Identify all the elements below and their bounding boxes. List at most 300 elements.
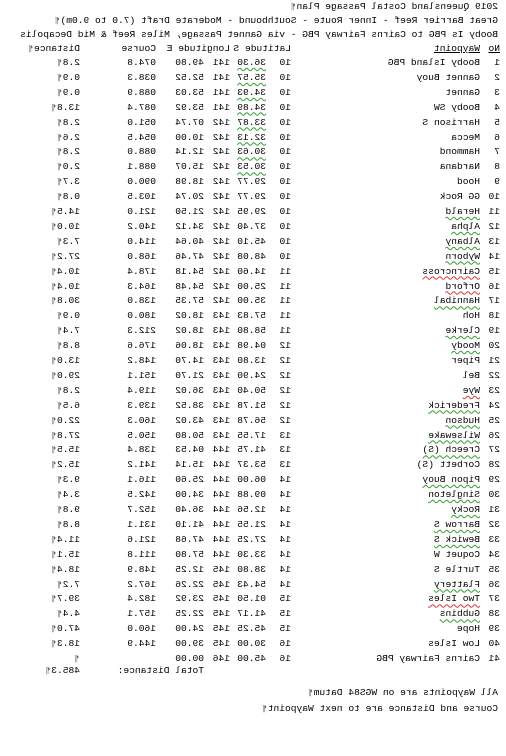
latitude-degrees: 14 [279,474,291,486]
document-title-text: 2019 Queensland Costal Passage Plan [296,1,498,12]
waypoint-number: 39 [488,623,500,635]
latitude-degrees: 12 [279,384,291,396]
table-row [0,205,506,219]
longitude-minutes: 54.18 [175,265,204,277]
latitude-degrees: 15 [279,593,291,605]
longitude-minutes: 36.40 [175,504,204,515]
pilcrow-mark: ¶ [51,371,56,381]
pilcrow-mark: ¶ [56,148,62,158]
distance-value: 14.5 [56,206,80,217]
distance-cell [57,324,80,339]
table-row [0,116,506,130]
latitude-minutes: 25.00 [237,280,266,292]
pilcrow-mark: ¶ [56,342,62,352]
longitude-minutes: 10.00 [175,131,204,143]
longitude-minutes: 18.06 [175,340,204,352]
table-row [0,429,506,443]
waypoint-name: Gannet Buoy [416,71,480,83]
latitude-minutes: 27.25 [237,533,266,545]
document-subtitle [55,14,498,28]
distance-cell [51,414,80,429]
longitude-degrees: 142 [212,235,230,247]
route-description-text: Booby Is PBG to Cairns Fairway PBG - via Gannet Passage, Miles Reef & Mid Decapolis [20,29,498,40]
waypoint-number: 8 [494,161,500,173]
distance-cell [51,637,80,652]
waypoint-number: 30 [488,489,500,501]
distance-value: 30.8 [56,295,80,307]
waypoint-name: Albany [445,235,480,247]
distance-cell [57,56,80,71]
table-row [0,280,506,294]
course-value: 131.1 [127,518,156,530]
pilcrow-mark: ¶ [56,386,62,396]
table-row [0,637,506,651]
waypoint-name: Rocky [451,504,480,515]
pilcrow-mark: ¶ [56,88,62,98]
waypoint-name: Pipon Buoy [422,474,480,486]
distance-value: 9.3 [62,474,80,486]
latitude-degrees: 14 [279,578,291,590]
pilcrow-mark: ¶ [56,520,62,530]
distance-cell [57,518,80,533]
pilcrow-mark: ¶ [56,580,62,590]
distance-cell [51,101,80,116]
latitude-minutes: 34.93 [237,86,266,98]
course-value: 054.5 [127,131,156,143]
waypoint-name: Cairncross [422,265,480,277]
table-row [0,250,506,264]
latitude-minutes: 33.87 [237,116,266,128]
table-row [0,56,506,70]
longitude-degrees: 142 [212,265,230,277]
pilcrow-mark: ¶ [51,535,56,545]
longitude-degrees: 143 [212,325,230,337]
waypoint-name: Two Isles [428,593,480,605]
longitude-minutes: 49.80 [175,57,204,68]
waypoint-number: 6 [494,131,500,143]
document-title [291,0,498,14]
pilcrow-mark: ¶ [56,491,62,501]
longitude-degrees: 145 [212,578,230,590]
longitude-minutes: 21.50 [175,206,204,217]
pilcrow-mark: ¶ [51,267,56,277]
table-row [0,71,506,85]
distance-cell [57,160,80,175]
distance-value: 9.8 [62,504,80,515]
waypoint-number: 25 [488,414,500,426]
longitude-minutes: 18.02 [175,310,204,322]
longitude-minutes: 14.70 [175,355,204,366]
pilcrow-mark: ¶ [290,3,296,12]
waypoint-number: 26 [488,429,500,441]
table-row [0,548,506,562]
latitude-degrees: 15 [279,623,291,635]
longitude-degrees: 144 [212,518,230,530]
distance-cell [57,473,80,488]
latitude-minutes: 12.56 [237,504,266,515]
pilcrow-mark: ¶ [51,103,56,113]
waypoint-number: 5 [494,116,500,128]
pilcrow-mark: ¶ [28,45,33,54]
latitude-minutes: 58.80 [237,325,266,337]
latitude-degrees: 10 [279,57,291,68]
distance-value: 2.8 [62,116,80,128]
longitude-minutes: 04.53 [175,444,204,456]
table-row [0,145,506,159]
waypoint-name: Wye [462,384,480,396]
longitude-minutes: 47.46 [175,250,204,262]
latitude-degrees: 10 [279,191,291,203]
waypoint-number: 24 [488,399,500,411]
longitude-minutes: 36.02 [175,384,204,396]
course-value: 088.1 [127,161,156,173]
table-row [0,369,506,383]
longitude-degrees: 144 [212,548,230,560]
course-value: 114.0 [127,235,156,247]
table-row [0,488,506,502]
course-value: 142.5 [127,489,156,501]
document-subtitle-text: Great Barrier Reef - Inner Route - Southbound - Moderate Draft (7.0 to 9.0m) [60,15,498,26]
column-header-distance-text: Distance [33,43,80,54]
latitude-minutes: 35.57 [237,71,266,83]
table-row [0,622,506,636]
distance-cell [57,339,80,354]
longitude-degrees: 143 [212,429,230,441]
longitude-degrees: 145 [212,563,230,575]
distance-value: 29.0 [56,369,80,381]
distance-cell [51,294,80,309]
longitude-degrees: 142 [212,176,230,188]
distance-value: 10.4 [56,280,80,292]
waypoint-number: 11 [488,206,500,217]
latitude-degrees: 12 [279,414,291,426]
latitude-minutes: 01.50 [237,593,266,605]
distance-value: 2.6 [62,131,80,143]
course-value: 152.7 [127,504,156,515]
latitude-degrees: 10 [279,161,291,173]
datum-note [308,686,498,700]
pilcrow-mark: ¶ [56,178,62,188]
longitude-minutes: 38.52 [175,399,204,411]
longitude-degrees: 142 [212,280,230,292]
distance-cell [51,429,80,444]
longitude-degrees: 141 [212,101,230,113]
distance-cell [51,354,80,369]
distance-cell [51,220,80,235]
distance-value: 18.3 [56,638,80,650]
waypoint-name: Alpha [451,220,480,232]
longitude-minutes: 07.74 [175,116,204,128]
distance-cell [57,235,80,250]
distance-cell [57,607,80,622]
table-row [0,324,506,338]
distance-cell [57,399,80,414]
waypoint-name: Piper [451,355,480,366]
waypoint-name: Creech (S) [422,444,480,456]
distance-value: 47.0 [56,623,80,635]
distance-cell [57,131,80,146]
distance-cell [51,205,80,220]
course-value: 157.1 [127,608,156,620]
course-note-text: Course and Distance are to next Waypoint [267,703,498,714]
course-note [262,702,498,716]
waypoint-number: 1 [494,57,500,68]
latitude-degrees: 11 [279,265,291,277]
latitude-minutes: 50.40 [237,384,266,396]
distance-cell [51,443,80,458]
waypoint-number: 16 [488,280,500,292]
waypoint-name: Gubbins [439,608,480,620]
waypoint-name: Hannibal [433,295,480,307]
waypoint-name: Nardana [439,161,480,173]
latitude-degrees: 13 [279,444,291,456]
course-value: 090.0 [127,176,156,188]
waypoint-number: 9 [494,176,500,188]
longitude-degrees: 145 [212,638,230,650]
latitude-degrees: 11 [279,310,291,322]
longitude-degrees: 142 [212,131,230,143]
pilcrow-mark: ¶ [56,506,62,515]
table-row [0,414,506,428]
column-header-longitude: Longitude E [166,43,230,54]
distance-value: 2.0 [62,161,80,173]
latitude-minutes: 33.30 [237,548,266,560]
latitude-degrees: 11 [279,325,291,337]
table-row [0,265,506,279]
longitude-minutes: 20.74 [175,191,204,203]
longitude-degrees: 142 [212,161,230,173]
table-row [0,131,506,145]
distance-value: 0.9 [62,86,80,98]
pilcrow-mark: ¶ [51,446,56,456]
pilcrow-mark: ¶ [56,59,62,68]
latitude-minutes: 30.00 [237,638,266,650]
course-value: 088.0 [127,146,156,158]
pilcrow-mark: ¶ [56,401,62,411]
waypoint-number: 3 [494,86,500,98]
longitude-degrees: 144 [212,533,230,545]
longitude-minutes: 18.98 [175,176,204,188]
distance-cell [51,280,80,295]
waypoint-name: Booby SW [433,101,480,113]
column-header-course: Course [121,43,156,54]
longitude-degrees: 142 [212,206,230,217]
waypoint-name: Coquet W [433,548,480,560]
latitude-degrees: 12 [279,340,291,352]
longitude-minutes: 41.10 [175,518,204,530]
longitude-degrees: 143 [212,355,230,366]
longitude-degrees: 142 [212,295,230,307]
pilcrow-mark: ¶ [56,610,62,620]
distance-cell [51,250,80,265]
waypoint-number: 20 [488,340,500,352]
distance-value: 13.0 [56,355,80,366]
waypoint-name: Singleton [428,489,480,501]
course-value: 164.3 [127,280,156,292]
latitude-degrees: 13 [279,429,291,441]
latitude-degrees: 14 [279,504,291,515]
latitude-degrees: 14 [279,533,291,545]
longitude-minutes: 00.00 [175,653,204,664]
longitude-minutes: 22.25 [175,608,204,620]
table-row [0,220,506,234]
table-row [0,399,506,413]
distance-cell [57,309,80,324]
course-value: 103.5 [127,191,156,203]
pilcrow-mark: ¶ [51,416,56,426]
longitude-minutes: 53.92 [175,101,204,113]
longitude-degrees: 146 [212,653,230,664]
longitude-minutes: 24.00 [175,623,204,635]
longitude-degrees: 143 [212,310,230,322]
longitude-degrees: 145 [212,593,230,605]
column-header-latitude: Latitude S [233,43,291,54]
waypoint-number: 22 [488,369,500,381]
longitude-degrees: 144 [212,474,230,486]
pilcrow-mark: ¶ [51,297,56,307]
latitude-minutes: 53.37 [237,459,266,471]
longitude-degrees: 143 [212,384,230,396]
table-row [0,458,506,472]
latitude-degrees: 16 [279,638,291,650]
distance-value: 27.2 [56,250,80,262]
longitude-degrees: 145 [212,623,230,635]
pilcrow-mark: ¶ [51,640,56,650]
pilcrow-mark: ¶ [307,689,313,698]
latitude-minutes: 04.98 [237,340,266,352]
waypoint-number: 10 [488,191,500,203]
waypoint-name: Hood [456,176,480,188]
latitude-minutes: 32.13 [237,131,266,143]
waypoint-number: 7 [494,146,500,158]
distance-cell [51,265,80,280]
distance-value: 8.8 [62,518,80,530]
pilcrow-mark: ¶ [51,252,56,262]
distance-value: 10.0 [56,220,80,232]
longitude-degrees: 144 [212,444,230,456]
latitude-degrees: 10 [279,146,291,158]
waypoint-name: Wyborn [445,250,480,262]
latitude-minutes: 35.00 [237,295,266,307]
distance-value: 6.5 [62,399,80,411]
longitude-degrees: 142 [212,191,230,203]
distance-cell [57,384,80,399]
course-value: 160.0 [127,623,156,635]
table-row [0,294,506,308]
distance-value: 0.9 [62,71,80,83]
waypoint-name: Orford [445,280,480,292]
course-value: 139.3 [127,399,156,411]
waypoint-name: Clerke [445,325,480,337]
waypoint-number: 4 [494,101,500,113]
course-value: 151.1 [127,369,156,381]
distance-value: 7.3 [62,235,80,247]
latitude-degrees: 15 [279,608,291,620]
distance-value: 0.8 [62,191,80,203]
table-row [0,175,506,189]
distance-cell [57,503,80,518]
course-value: 111.8 [127,548,156,560]
distance-value: 3.7 [62,176,80,188]
column-header-no: No [488,43,500,54]
distance-cell [57,71,80,86]
latitude-minutes: 36.30 [237,57,266,68]
pilcrow-mark: ¶ [74,655,79,664]
waypoint-name: Moody [451,340,480,352]
longitude-minutes: 47.68 [175,533,204,545]
longitude-degrees: 144 [212,489,230,501]
latitude-minutes: 09.88 [237,489,266,501]
pilcrow-mark: ¶ [56,312,62,322]
distance-value: 7.2 [62,578,80,590]
course-value: 088.9 [127,86,156,98]
latitude-degrees: 16 [279,653,291,664]
course-value: 176.6 [127,340,156,352]
longitude-minutes: 54.48 [175,280,204,292]
waypoint-name: Bewick S [433,533,480,545]
latitude-minutes: 41.75 [237,444,266,456]
waypoint-number: 38 [488,608,500,620]
longitude-minutes: 12.14 [175,146,204,158]
longitude-degrees: 142 [212,250,230,262]
course-value: 038.3 [127,71,156,83]
waypoint-name: Turtle S [433,563,480,575]
waypoint-number: 37 [488,593,500,605]
latitude-degrees: 10 [279,235,291,247]
latitude-minutes: 30.53 [237,161,266,173]
total-distance-number: 485.3 [51,665,80,676]
latitude-degrees: 10 [279,176,291,188]
latitude-minutes: 41.17 [237,608,266,620]
course-value: 140.2 [127,220,156,232]
waypoint-number: 12 [488,220,500,232]
pilcrow-mark: ¶ [51,550,56,560]
waypoint-name: Wilsewake [428,429,480,441]
latitude-degrees: 14 [279,548,291,560]
distance-value: 0.9 [62,310,80,322]
course-value: 148.2 [127,355,156,366]
latitude-degrees: 11 [279,280,291,292]
waypoint-number: 17 [488,295,500,307]
waypoint-number: 31 [488,504,500,515]
course-value: 138.4 [127,444,156,456]
latitude-minutes: 29.77 [237,191,266,203]
latitude-minutes: 24.90 [237,369,266,381]
waypoint-name: Gannet [445,86,480,98]
distance-cell [57,145,80,160]
latitude-degrees: 12 [279,399,291,411]
course-value: 212.3 [127,325,156,337]
longitude-minutes: 53.03 [175,86,204,98]
course-value: 178.4 [127,265,156,277]
latitude-degrees: 10 [279,86,291,98]
waypoint-number: 27 [488,444,500,456]
course-value: 160.3 [127,414,156,426]
table-row [0,443,506,457]
distance-value: 27.8 [56,429,80,441]
waypoint-name: Harrison S [422,116,480,128]
waypoint-number: 18 [488,310,500,322]
distance-cell [51,622,80,637]
latitude-minutes: 21.55 [237,518,266,530]
distance-cell [51,533,80,548]
latitude-minutes: 51.78 [237,399,266,411]
column-header-distance [28,42,80,57]
longitude-minutes: 39.00 [175,638,204,650]
distance-value: 10.4 [56,265,80,277]
waypoint-number: 15 [488,265,500,277]
distance-value: 22.0 [56,414,80,426]
